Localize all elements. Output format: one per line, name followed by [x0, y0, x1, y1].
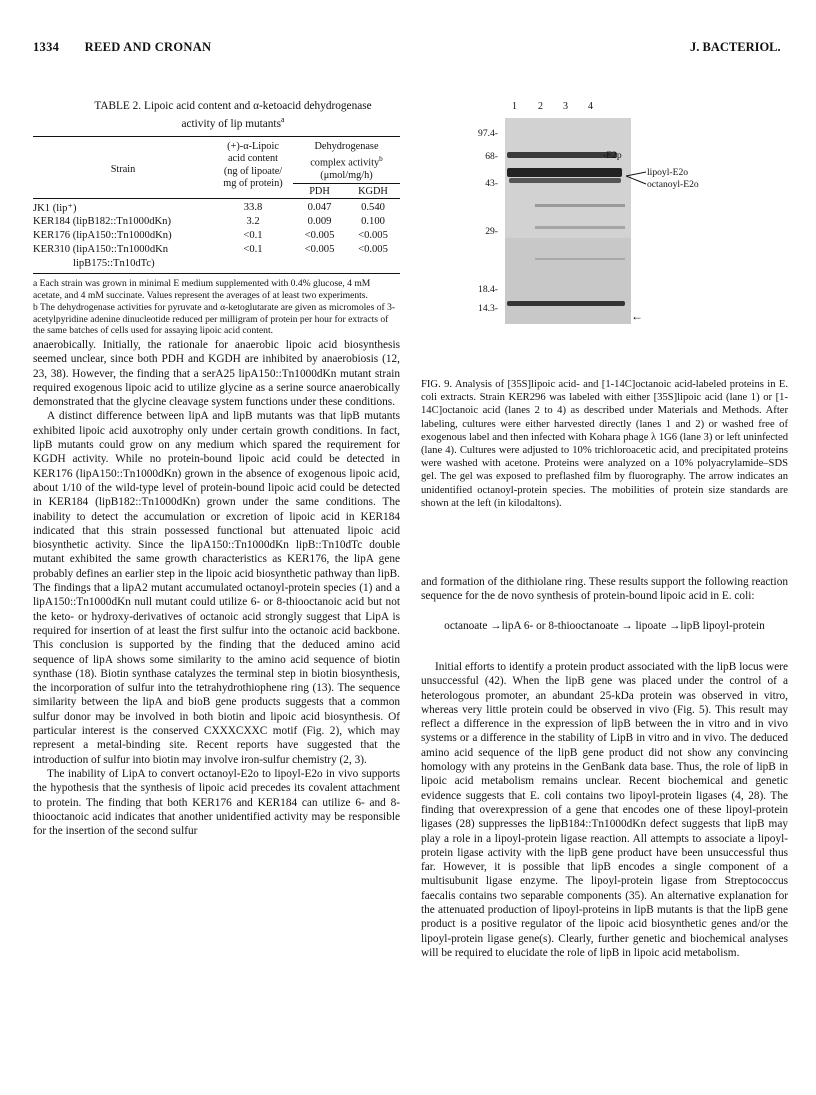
running-title: REED AND CRONAN [84, 40, 212, 54]
table-footnote-b: b The dehydrogenase activities for pyruvate and α-ketoglutarate are given as micromoles of 3-acetylpyridine adenine dinucleotide reduced per milligram of protein per hour for extracts of the same batches of cells used for assaying lipoic acid content. [33, 302, 396, 337]
lane-label: 1 [512, 101, 517, 112]
col-header-kgdh: KGDH [358, 186, 388, 197]
table-top-rule [33, 136, 400, 137]
paragraph: anaerobically. Initially, the rationale for anaerobic lipoic acid biosynthesis seemed unclear, since both PDH and KGDH are inhibited by anaerobiosis (12, 23, 38). However, the finding that a serA25 lipA150::Tn1000dKn mutant strain required exogenous lipoic acid to utilize glycine as a serine source anaerobically demonstrated that the glycine cleavage system functions under these conditions. [33, 339, 400, 409]
band-label-e2p: -E2p [603, 150, 622, 161]
mw-marker: 14.3- [478, 303, 498, 314]
mw-marker: 97.4- [478, 128, 498, 139]
right-column-top [421, 575, 788, 604]
col-header-strain: Strain [110, 164, 136, 175]
mw-marker: 43- [485, 178, 498, 189]
gel-bands [505, 118, 631, 324]
figure-caption: FIG. 9. Analysis of [35S]lipoic acid- and [1-14C]octanoic acid-labeled proteins in E. coli extracts. Strain KER296 was labeled with either [35S]lipoic acid (lane 1) or [1-14C]octanoic acid (lanes 2 to 4) as described under Materials and Methods. After labeling, cultures were either harvested directly (lanes 1 and 2) or washed free of exogenous label and then infected with Kohara phage λ 1G6 (lane 3) or left uninfected (lane 4). Cultures were adjusted to 10% trichloroacetic acid, and precipitated proteins were washed with acetone. Proteins were analyzed on a 10% polyacrylamide–SDS gel. The gel was exposed to preflashed film by fluorography. The arrow indicates an unidentified octanoyl-protein species. The mobilities of protein size standards are shown at the left (in kilodaltons). [421, 379, 788, 509]
mw-marker: 29- [485, 226, 498, 237]
lane-label: 3 [563, 101, 568, 112]
table-body [33, 202, 400, 272]
page-number: 1334 [33, 40, 60, 54]
table-footnote-a: a Each strain was grown in minimal E medium supplemented with 0.4% glucose, 4 mM acetate, and 4 mM succinate. Values represent the averages of at least two experiments. [33, 278, 371, 301]
col-header-dehydrogenase: Dehydrogenase complex activity$^b$ (μmol/mg/h) [310, 141, 383, 182]
lane-label: 2 [538, 101, 543, 112]
table-row: KER176 (lipA150::Tn1000dKn) <0.1 <0.005 <0.005 [33, 230, 388, 241]
lane-label: 4 [588, 101, 593, 112]
running-header [33, 40, 211, 55]
table-subheader-rule [293, 183, 400, 184]
col-header-lipoate: (+)-α-Lipoic acid content (ng of lipoate/ mg of protein) [223, 141, 283, 190]
table-row: KER310 (lipA150::Tn1000dKn <0.1 <0.005 <0.005 [33, 244, 388, 255]
band-label-octanoyl: octanoyl-E2o [647, 179, 699, 190]
left-column [33, 338, 400, 838]
right-column [421, 660, 788, 960]
mw-marker: 68- [485, 151, 498, 162]
mw-marker: 18.4- [478, 284, 498, 295]
arrow-icon: ← [631, 309, 643, 323]
caption-marker: a [280, 115, 285, 124]
table-caption [66, 99, 400, 131]
table-caption-line1: TABLE 2. Lipoic acid content and α-ketoacid dehydrogenase [94, 100, 372, 112]
table-caption-line2: activity of lip mutants [181, 117, 281, 130]
table-bottom-rule [33, 273, 400, 274]
reaction-scheme: octanoate →lipA 6- or 8-thiooctanoate → lipoate →lipB lipoyl-protein [444, 620, 765, 632]
band-label-lipoyl: lipoyl-E2o [647, 167, 689, 178]
band-pointer-lines [626, 170, 648, 190]
gel-image [505, 118, 631, 324]
table-row: KER184 (lipB182::Tn1000dKn) 3.2 0.009 0.100 [33, 216, 385, 227]
journal-name: J. BACTERIOL. [690, 40, 781, 54]
table-row: lipB175::Tn10dTc) [73, 258, 155, 269]
paragraph: and formation of the dithiolane ring. These results support the following reaction sequence for the de novo synthesis of protein-bound lipoic acid in E. coli: [421, 576, 788, 603]
paragraph: Initial efforts to identify a protein product associated with the lipB locus were unsuccessful (42). When the lipB gene was placed under the control of a heterologous promoter, an abundant 25-kDa protein was observed in vitro, whereas very little protein could be observed in vivo (Fig. 5). This result may reflect a difference in the expression of lipB between the in vitro and in vivo systems or a difference in the stability of LipB in vitro and in vivo. The deduced amino acid sequence of the lipB gene product did not show any convincing homology with any proteins in the GenBank data base. Thus, the role of lipB in lipoic acid metabolism remains unclear. Recent biochemical and genetic evidence suggests that E. coli contains two lipoyl-protein ligases (4, 28). The finding that overexpression of a gene that encodes one of these lipoyl-protein ligases (28) suppresses the lipB184::Tn1000dKn defect suggests that lipB may play a role in a lipoyl-protein ligase reaction. All attempts to associate a lipoyl-protein ligase activity with the lipB gene product have been unsuccessful thus far. However, it is possible that lipB encodes a single component of a multisubunit ligase enzyme. The lipoyl-protein ligase from Streptococcus faecalis contains two separable components (35). An alternative explanation for the attenuated production of lipoyl-proteins in lipB mutants is that the lipB gene product is a positive regulator of the lipoic acid biosynthetic genes and/or the lipoyl-protein ligase gene(s). Clearly, further genetic and biochemical analyses will be required to elucidate the role of lipB in lipoic acid metabolism. [421, 661, 788, 959]
paragraph: The inability of LipA to convert octanoyl-E2o to lipoyl-E2o in vivo supports the hypothesis that the synthesis of lipoic acid precedes its covalent attachment to protein. The finding that both KER176 and KER184 can utilize 6- and 8-thiooctanoic acid indicates that another unidentified activity may be responsible for the insertion of the second sulfur [33, 767, 400, 838]
table-row: JK1 (lip⁺) 33.8 0.047 0.540 [33, 202, 385, 214]
paragraph: A distinct difference between lipA and lipB mutants was that lipB mutants exhibited lipoic acid auxotrophy only under certain growth conditions. In fact, lipB mutants could grow on any medium which spared the requirement for KGDH activity. While no protein-bound lipoic acid could be detected in KER176 (lipA150::Tn1000dKn) grown in the absence of exogenous lipoic acid, about 1/10 of the wild-type level of protein-bound lipoic acid could be detected in KER184 (lipB182::Tn1000dKn) grown under the same conditions. The inability to detect the accumulation or excretion of lipoic acid in KER184 indicated that this strain possessed functional but attenuated lipoic acid biosynthetic activity. Since the lipA150::Tn1000dKn lipB::Tn10dTc double mutant exhibited the same growth characteristics as KER176, the lipA gene probably defines an earlier step in the lipoic acid biosynthetic pathway than lipB. The findings that a lipA2 mutant accumulated octanoyl-protein species (1) and a lipA150::Tn1000dKn null mutant could utilize 6- or 8-thiooctanoic acid but not the keto- or hydroxy-derivatives of octanoic acid strongly suggest that LipA is required for insertion of at least the first sulfur into the octanoic acid backbone. This conclusion is supported by the finding that the deduced amino acid sequence of lipA shows some similarity to the amino acid sequence of biotin synthase (18). Biotin synthase catalyzes the terminal step in biotin biosynthesis, the incorporation of sulfur into the tetrahydrothiophene ring (13). The sequence similarity between the lipA and bioB gene products suggests that a common sulfur donor may be involved in both biotin and lipoic acid biosynthesis. Of particular interest is the conserved CXXXCXXC motif (Fig. 2), which may represent a metal-binding site. Recent reports have suggested that the introduction of sulfur into biotin may involve iron-sulfur chemistry (2, 3). [33, 410, 400, 766]
col-header-pdh: PDH [309, 186, 330, 197]
